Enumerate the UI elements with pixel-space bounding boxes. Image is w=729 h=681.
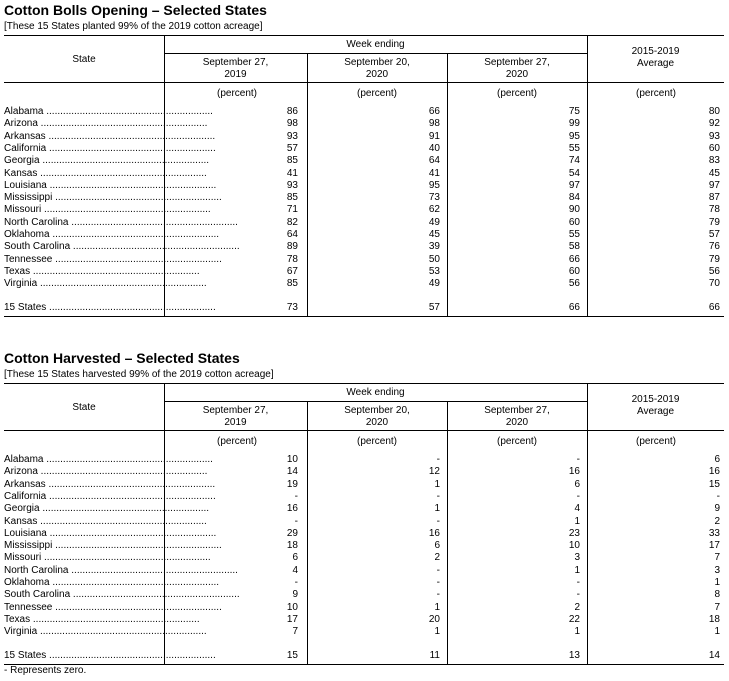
state-label: Alabama — [4, 454, 44, 465]
table-cell: 60 — [568, 265, 580, 277]
table-cell: - — [294, 490, 298, 502]
state-label: Arkansas — [4, 130, 46, 142]
leader-dots: ............................................................ — [46, 179, 217, 191]
table-cell: 16 — [428, 527, 440, 539]
leader-dots: ............................................................ — [68, 216, 238, 228]
table-cell: - — [436, 454, 440, 465]
state-name — [4, 204, 211, 216]
section-subtitle: [These 15 States planted 99% of the 2019 cotton acreage] — [4, 21, 263, 32]
table-cell: 16 — [286, 503, 298, 515]
table-cell: 54 — [568, 167, 580, 179]
table-cell: 79 — [708, 253, 720, 265]
leader-dots: ............................................................ — [46, 490, 216, 502]
table-cell: 91 — [428, 130, 440, 142]
table-cell: - — [576, 454, 580, 465]
col-divider — [307, 53, 308, 316]
state-label: Missouri — [4, 552, 42, 564]
table-cell: 78 — [708, 204, 720, 216]
unit-label: (percent) — [496, 88, 537, 99]
average-column-header: 2015-2019 Average — [631, 46, 680, 69]
table-cell: 1 — [434, 626, 440, 638]
table-bottom-rule — [4, 316, 724, 317]
table-cell: 64 — [286, 229, 298, 240]
state-name — [4, 515, 207, 528]
state-name — [4, 601, 222, 614]
state-label: Virginia — [4, 278, 38, 290]
column-header: September 20, 2020 — [344, 405, 410, 428]
table-cell: 4 — [574, 503, 580, 515]
state-name — [4, 179, 217, 192]
state-name — [4, 478, 216, 491]
col-divider — [447, 53, 448, 316]
total-cell: 11 — [429, 649, 440, 661]
table-cell: 55 — [568, 142, 580, 154]
table-cell: 14 — [286, 466, 298, 478]
table-cell: 78 — [286, 253, 298, 265]
total-cell: 14 — [708, 649, 720, 661]
state-label: Tennessee — [4, 601, 53, 613]
leader-dots: ............................................................ — [46, 142, 216, 154]
state-label: California — [4, 490, 47, 502]
table-cell: 90 — [568, 204, 580, 216]
table-cell: 2 — [714, 515, 720, 527]
state-name — [4, 552, 211, 564]
leader-dots: ............................................................ — [37, 167, 207, 179]
table-cell: 1 — [574, 515, 580, 527]
leader-dots: ............................................................ — [45, 130, 216, 142]
state-name — [4, 167, 207, 180]
state-name — [4, 265, 200, 278]
table-cell: - — [716, 490, 720, 502]
table-cell: - — [436, 490, 440, 502]
column-header: September 27, 2019 — [202, 57, 269, 80]
table-cell: 16 — [568, 466, 580, 478]
total-cell: 13 — [568, 649, 580, 661]
header-bottom-rule — [4, 430, 724, 431]
table-top-rule — [4, 383, 724, 384]
table-cell: 95 — [568, 130, 580, 142]
leader-dots: ............................................................ — [30, 613, 200, 625]
table-cell: 75 — [568, 106, 580, 117]
table-cell: 7 — [292, 626, 298, 638]
total-cell: 57 — [428, 301, 440, 313]
table-cell: 39 — [428, 241, 440, 253]
table-cell: 67 — [286, 265, 298, 277]
table-cell: 55 — [568, 229, 580, 240]
state-name — [4, 490, 216, 503]
table-cell: 9 — [714, 503, 720, 515]
table-cell: 87 — [708, 192, 720, 204]
unit-label: (percent) — [356, 436, 397, 447]
leader-dots: ............................................................ — [68, 564, 238, 576]
table-cell: 1 — [434, 503, 440, 515]
table-cell: 3 — [574, 552, 580, 564]
state-label: North Carolina — [4, 564, 69, 576]
unit-label: (percent) — [635, 436, 676, 447]
state-name — [4, 540, 222, 552]
unit-label: (percent) — [216, 436, 257, 447]
footnote: - Represents zero. — [4, 665, 87, 676]
week-ending-rule — [164, 401, 587, 402]
table-cell: 7 — [714, 552, 720, 564]
state-name — [4, 142, 216, 155]
table-cell: 98 — [428, 118, 440, 130]
table-cell: 23 — [568, 527, 580, 539]
table-cell: 66 — [428, 106, 440, 117]
table-cell: 20 — [428, 613, 440, 625]
data-table — [4, 383, 724, 673]
table-cell: 80 — [708, 106, 720, 117]
section-title: Cotton Harvested – Selected States — [4, 350, 240, 366]
table-cell: 99 — [568, 118, 580, 130]
total-cell: 73 — [286, 301, 298, 313]
table-cell: 84 — [568, 192, 580, 204]
leader-dots: ............................................................ — [43, 454, 213, 465]
leader-dots: ............................................................ — [39, 155, 210, 167]
leader-dots: ............................................................ — [52, 601, 222, 613]
table-cell: 85 — [286, 155, 298, 167]
table-cell: 2 — [574, 601, 580, 613]
table-cell: 49 — [428, 278, 440, 290]
state-label: Kansas — [4, 167, 38, 179]
state-name — [4, 503, 210, 515]
week-ending-header: Week ending — [346, 387, 405, 398]
table-cell: 8 — [714, 589, 720, 601]
state-header: State — [72, 54, 96, 65]
header-bottom-rule — [4, 82, 724, 83]
table-cell: 50 — [428, 253, 440, 265]
table-cell: 6 — [714, 454, 720, 465]
state-label: Arizona — [4, 118, 38, 130]
total-cell: 15 — [286, 649, 298, 661]
state-name — [4, 229, 220, 241]
table-cell: 6 — [434, 540, 440, 552]
state-name — [4, 241, 240, 253]
table-cell: 41 — [286, 167, 298, 179]
col-divider — [587, 35, 588, 316]
state-label: Mississippi — [4, 540, 53, 552]
table-cell: 93 — [708, 130, 720, 142]
column-header: September 20, 2020 — [344, 57, 410, 80]
table-cell: 45 — [708, 167, 720, 179]
state-label: 15 States — [4, 649, 47, 661]
leader-dots: ............................................................ — [37, 515, 207, 527]
table-cell: 95 — [428, 179, 440, 191]
table-cell: 98 — [286, 118, 298, 130]
table-cell: 7 — [714, 601, 720, 613]
table-cell: 15 — [708, 478, 720, 490]
table-cell: 19 — [286, 478, 298, 490]
leader-dots: ............................................................ — [49, 577, 220, 588]
table-cell: 56 — [708, 265, 720, 277]
table-cell: 18 — [708, 613, 720, 625]
table-cell: 93 — [286, 179, 298, 191]
state-name — [4, 216, 238, 229]
table-cell: 1 — [714, 577, 720, 588]
leader-dots: ............................................................ — [46, 527, 217, 539]
table-cell: 85 — [286, 278, 298, 290]
leader-dots: ............................................................ — [70, 241, 240, 253]
state-name — [4, 192, 222, 204]
state-label: Missouri — [4, 204, 42, 216]
table-cell: 57 — [286, 142, 298, 154]
table-cell: 6 — [292, 552, 298, 564]
leader-dots: ............................................................ — [46, 649, 216, 661]
week-ending-rule — [164, 53, 587, 54]
table-cell: - — [294, 577, 298, 588]
table-cell: 64 — [428, 155, 440, 167]
table-cell: 2 — [434, 552, 440, 564]
table-cell: 22 — [568, 613, 580, 625]
state-name — [4, 466, 208, 478]
table-cell: 16 — [708, 466, 720, 478]
state-label: California — [4, 142, 47, 154]
table-cell: 83 — [708, 155, 720, 167]
table-cell: 70 — [708, 278, 720, 290]
leader-dots: ............................................................ — [41, 552, 211, 564]
state-name — [4, 577, 220, 589]
table-cell: 41 — [428, 167, 440, 179]
table-cell: 45 — [428, 229, 440, 240]
table-cell: - — [294, 515, 298, 527]
column-header: September 27, 2020 — [484, 57, 550, 80]
leader-dots: ............................................................ — [43, 106, 213, 117]
state-label: South Carolina — [4, 589, 71, 601]
state-name — [4, 278, 207, 290]
state-label: Arkansas — [4, 478, 46, 490]
table-cell: 76 — [708, 241, 720, 253]
state-label: Virginia — [4, 626, 38, 638]
leader-dots: ............................................................ — [37, 466, 208, 478]
table-cell: - — [576, 589, 580, 601]
table-cell: 97 — [568, 179, 580, 191]
state-name — [4, 613, 200, 626]
table-cell: 86 — [286, 106, 298, 117]
table-cell: 12 — [428, 466, 440, 478]
col-divider — [587, 383, 588, 664]
total-cell: 66 — [708, 301, 720, 313]
leader-dots: ............................................................ — [37, 278, 207, 290]
column-header: September 27, 2019 — [202, 405, 269, 428]
state-name — [4, 589, 240, 601]
table-cell: 60 — [708, 142, 720, 154]
state-label: Texas — [4, 613, 31, 625]
state-label: Kansas — [4, 515, 38, 527]
leader-dots: ............................................................ — [52, 192, 222, 204]
leader-dots: ............................................................ — [46, 301, 216, 313]
table-cell: 66 — [568, 253, 580, 265]
state-label: Oklahoma — [4, 229, 50, 240]
table-cell: 10 — [568, 540, 580, 552]
state-label: Louisiana — [4, 179, 47, 191]
state-name — [4, 106, 213, 118]
state-label: Louisiana — [4, 527, 47, 539]
unit-label: (percent) — [216, 88, 257, 99]
leader-dots: ............................................................ — [52, 540, 222, 552]
table-cell: 93 — [286, 130, 298, 142]
table-cell: 10 — [286, 601, 298, 613]
table-cell: - — [436, 589, 440, 601]
table-bottom-rule — [4, 664, 724, 665]
total-label — [4, 301, 216, 314]
table-cell: 82 — [286, 216, 298, 228]
data-table — [4, 35, 724, 325]
state-label: Alabama — [4, 106, 44, 117]
table-cell: 10 — [286, 454, 298, 465]
leader-dots: ............................................................ — [45, 478, 216, 490]
table-cell: 1 — [574, 564, 580, 576]
table-cell: 97 — [708, 179, 720, 191]
table-cell: 58 — [568, 241, 580, 253]
col-divider — [307, 401, 308, 664]
state-label: North Carolina — [4, 216, 69, 228]
state-name — [4, 454, 213, 466]
col-divider — [447, 401, 448, 664]
table-cell: 33 — [708, 527, 720, 539]
table-cell: 60 — [568, 216, 580, 228]
table-cell: 18 — [286, 540, 298, 552]
state-name — [4, 626, 207, 638]
leader-dots: ............................................................ — [37, 626, 207, 638]
leader-dots: ............................................................ — [49, 229, 220, 240]
table-cell: 1 — [714, 626, 720, 638]
table-cell: 74 — [568, 155, 580, 167]
table-cell: 1 — [434, 601, 440, 613]
average-column-header: 2015-2019 Average — [631, 394, 680, 417]
leader-dots: ............................................................ — [70, 589, 240, 601]
table-cell: - — [576, 577, 580, 588]
state-label: 15 States — [4, 301, 47, 313]
table-cell: 53 — [428, 265, 440, 277]
leader-dots: ............................................................ — [52, 253, 222, 265]
state-name — [4, 118, 208, 130]
table-cell: 89 — [286, 241, 298, 253]
table-cell: 4 — [292, 564, 298, 576]
table-cell: 9 — [292, 589, 298, 601]
state-label: Oklahoma — [4, 577, 50, 588]
table-cell: 17 — [708, 540, 720, 552]
table-cell: 73 — [428, 192, 440, 204]
state-header: State — [72, 402, 96, 413]
table-top-rule — [4, 35, 724, 36]
table-cell: - — [436, 564, 440, 576]
unit-label: (percent) — [356, 88, 397, 99]
table-cell: 71 — [286, 204, 298, 216]
table-cell: 79 — [708, 216, 720, 228]
table-cell: 49 — [428, 216, 440, 228]
table-cell: - — [436, 515, 440, 527]
state-label: Mississippi — [4, 192, 53, 204]
week-ending-header: Week ending — [346, 39, 405, 50]
table-cell: 57 — [708, 229, 720, 240]
leader-dots: ............................................................ — [41, 204, 211, 216]
unit-label: (percent) — [635, 88, 676, 99]
table-cell: - — [576, 490, 580, 502]
table-cell: 17 — [286, 613, 298, 625]
table-cell: 1 — [434, 478, 440, 490]
column-header: September 27, 2020 — [484, 405, 550, 428]
state-label: Arizona — [4, 466, 38, 478]
table-cell: 40 — [428, 142, 440, 154]
section-subtitle: [These 15 States harvested 99% of the 2019 cotton acreage] — [4, 369, 274, 380]
state-label: Texas — [4, 265, 31, 277]
leader-dots: ............................................................ — [37, 118, 208, 130]
state-label: Tennessee — [4, 253, 53, 265]
leader-dots: ............................................................ — [39, 503, 210, 515]
total-cell: 66 — [568, 301, 580, 313]
table-cell: 85 — [286, 192, 298, 204]
state-label: Georgia — [4, 155, 40, 167]
table-cell: 3 — [714, 564, 720, 576]
state-label: Georgia — [4, 503, 40, 515]
section-title: Cotton Bolls Opening – Selected States — [4, 2, 267, 18]
total-label — [4, 649, 216, 662]
state-name — [4, 253, 222, 266]
table-cell: 1 — [574, 626, 580, 638]
leader-dots: ............................................................ — [30, 265, 200, 277]
table-cell: - — [436, 577, 440, 588]
state-name — [4, 130, 216, 143]
state-name — [4, 564, 238, 577]
table-cell: 92 — [708, 118, 720, 130]
state-name — [4, 155, 210, 167]
table-cell: 62 — [428, 204, 440, 216]
table-cell: 56 — [568, 278, 580, 290]
state-label: South Carolina — [4, 241, 71, 253]
table-cell: 29 — [286, 527, 298, 539]
table-cell: 6 — [574, 478, 580, 490]
state-name — [4, 527, 217, 540]
unit-label: (percent) — [496, 436, 537, 447]
